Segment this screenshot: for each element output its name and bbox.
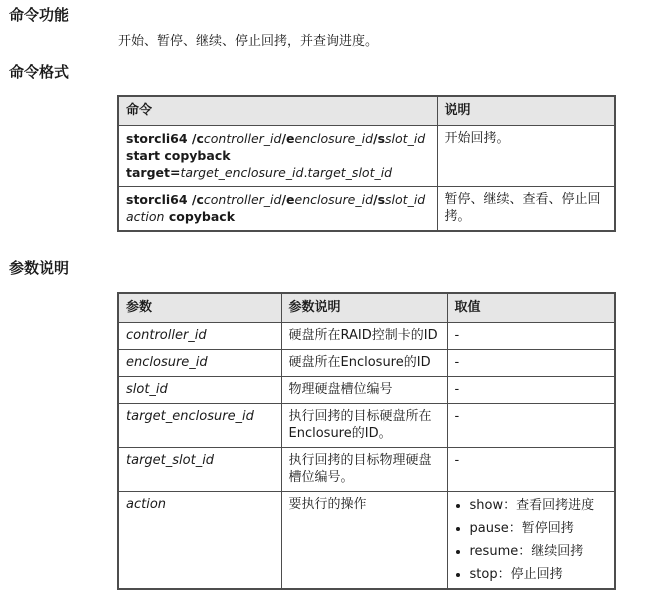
command-segment: target_slot_id xyxy=(307,165,393,180)
command-segment: slot_id xyxy=(385,131,426,146)
parameter-table-header-row xyxy=(118,293,615,323)
command-segment: enclosure_id xyxy=(294,131,374,146)
parameter-name-cell xyxy=(118,323,281,350)
command-segment: action xyxy=(126,209,165,224)
command-cell xyxy=(118,187,437,232)
section-heading-command-function: 命令功能 xyxy=(9,6,70,24)
parameter-description-cell: 要执行的操作 xyxy=(281,492,447,590)
parameter-name: enclosure_id xyxy=(126,355,208,370)
command-segment: slot_id xyxy=(385,192,426,207)
command-function-description: 开始、暂停、继续、停止回拷，并查询进度。 xyxy=(118,34,379,49)
command-segment: controller_id xyxy=(203,131,282,146)
parameter-name-cell xyxy=(118,350,281,377)
command-line xyxy=(126,191,430,208)
parameter-table-row xyxy=(118,448,615,492)
column-header-command: 命令 xyxy=(118,96,437,126)
parameter-value-cell: - xyxy=(447,404,615,448)
parameter-description-cell: 硬盘所在Enclosure的ID xyxy=(281,350,447,377)
parameter-name: action xyxy=(126,497,167,512)
parameter-description-cell: 执行回拷的目标硬盘所在Enclosure的ID。 xyxy=(281,404,447,448)
parameter-table-row xyxy=(118,323,615,350)
column-header-parameter-description: 参数说明 xyxy=(281,293,447,323)
parameter-name: target_enclosure_id xyxy=(126,409,254,424)
command-cell xyxy=(118,126,437,187)
parameter-table xyxy=(117,292,616,590)
command-segment: target= xyxy=(126,165,181,180)
parameter-name-cell xyxy=(118,404,281,448)
parameter-name-cell xyxy=(118,448,281,492)
command-line xyxy=(126,130,430,147)
value-option-list xyxy=(455,497,608,583)
command-table-row xyxy=(118,126,615,187)
parameter-description-cell: 物理硬盘槽位编号 xyxy=(281,377,447,404)
command-table-body xyxy=(118,126,615,232)
parameter-table-row xyxy=(118,492,615,590)
parameter-name-cell xyxy=(118,377,281,404)
command-segment: . xyxy=(303,165,308,180)
parameter-table-body xyxy=(118,323,615,590)
column-header-parameter: 参数 xyxy=(118,293,281,323)
command-segment: enclosure_id xyxy=(294,192,374,207)
parameter-value-cell: - xyxy=(447,377,615,404)
parameter-table-row xyxy=(118,377,615,404)
command-segment: target_enclosure_id xyxy=(180,165,304,180)
parameter-value-cell: - xyxy=(447,350,615,377)
command-table-row xyxy=(118,187,615,232)
parameter-value-cell xyxy=(447,492,615,590)
command-table-header-row xyxy=(118,96,615,126)
command-segment: storcli64 /c xyxy=(126,131,204,146)
value-option-item: • show：查看回拷进度 xyxy=(470,497,608,514)
parameter-table-row xyxy=(118,404,615,448)
parameter-value-cell: - xyxy=(447,448,615,492)
parameter-value-cell: - xyxy=(447,323,615,350)
command-segment: /s xyxy=(373,131,386,146)
command-segment: /e xyxy=(281,131,295,146)
command-segment: start copyback xyxy=(126,148,231,163)
command-line xyxy=(126,208,430,225)
command-segment: copyback xyxy=(164,209,236,224)
value-option-item: • stop：停止回拷 xyxy=(470,566,608,583)
section-heading-parameter-description: 参数说明 xyxy=(9,259,70,277)
command-segment: /s xyxy=(373,192,386,207)
command-segment: controller_id xyxy=(203,192,282,207)
parameter-description-cell: 执行回拷的目标物理硬盘槽位编号。 xyxy=(281,448,447,492)
parameter-table-row xyxy=(118,350,615,377)
command-description-cell: 开始回拷。 xyxy=(437,126,615,187)
command-line xyxy=(126,164,430,181)
parameter-description-cell: 硬盘所在RAID控制卡的ID xyxy=(281,323,447,350)
column-header-description: 说明 xyxy=(437,96,615,126)
command-line xyxy=(126,147,430,164)
value-option-item: • resume：继续回拷 xyxy=(470,543,608,560)
section-heading-command-format: 命令格式 xyxy=(9,63,70,81)
parameter-name: controller_id xyxy=(126,328,207,343)
value-option-item: • pause：暂停回拷 xyxy=(470,520,608,537)
command-description-cell: 暂停、继续、查看、停止回拷。 xyxy=(437,187,615,232)
command-segment: /e xyxy=(281,192,295,207)
command-format-table xyxy=(117,95,616,232)
command-segment: storcli64 /c xyxy=(126,192,204,207)
parameter-name-cell xyxy=(118,492,281,590)
column-header-value: 取值 xyxy=(447,293,615,323)
parameter-name: slot_id xyxy=(126,382,168,397)
parameter-name: target_slot_id xyxy=(126,453,215,468)
